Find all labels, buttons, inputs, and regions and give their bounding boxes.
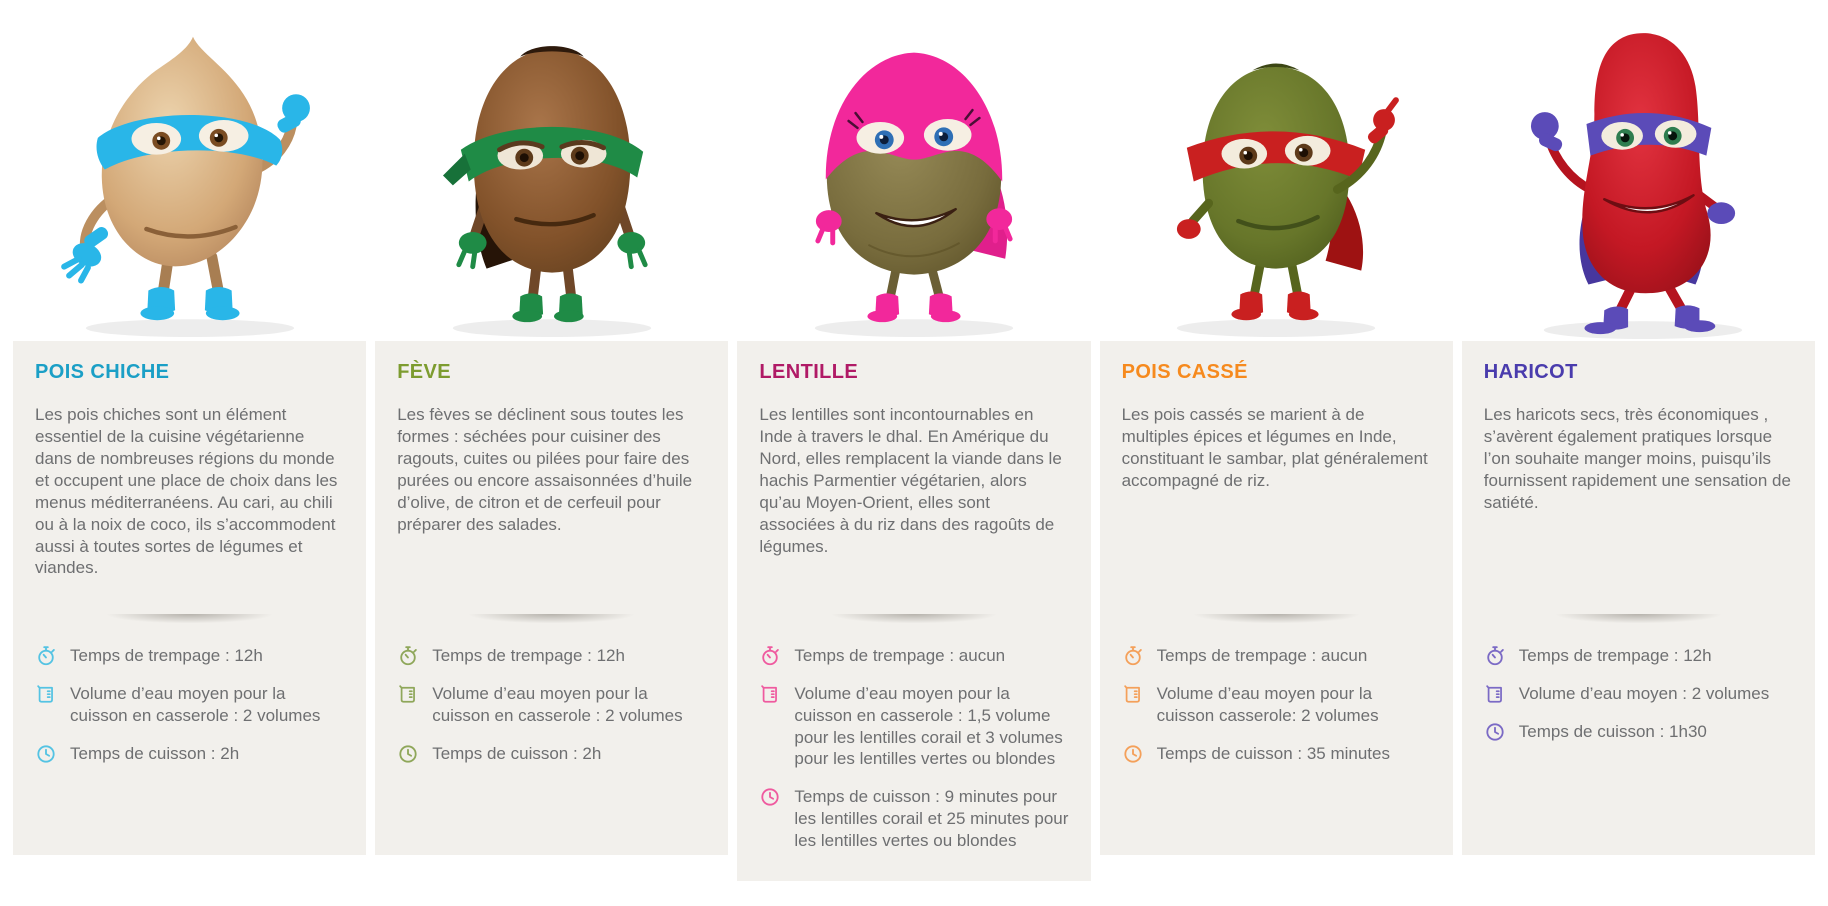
chickpea-character-figure [13, 0, 366, 341]
measuring-cup-icon [35, 683, 57, 705]
info-item-soaking-time [759, 645, 1068, 667]
feve-description: Les fèves se déclinent sous toutes les formes : séchées pour cuisiner des ragouts, cuites ou pilées pour faire des purées ou encore assaisonnées d’huile d’olive, de citron et de cerfeuil pour préparer des salades. [397, 405, 693, 534]
pois-casse-description: Les pois cassés se marient à de multiples épices et légumes en Inde, constituant le sambar, plat généralement accompagné de riz. [1121, 405, 1428, 490]
lentil-character-figure [737, 0, 1090, 341]
legume-column-haricot [1462, 0, 1815, 855]
stopwatch-icon [1484, 645, 1506, 667]
info-text: Temps de trempage : aucun [794, 646, 1006, 665]
measuring-cup-icon [397, 683, 419, 705]
divider [1165, 614, 1388, 627]
feve-card [375, 341, 728, 855]
info-text: Volume d’eau moyen : 2 volumes [1518, 684, 1770, 703]
legume-column-lentille [737, 0, 1090, 881]
info-text: Volume d’eau moyen pour la cuisson en casserole : 1,5 volume pour les lentilles corail et 3 volumes pour les lentilles vertes ou blondes [794, 684, 1063, 769]
info-item-cooking-time [759, 786, 1068, 851]
clock-icon [759, 786, 781, 808]
info-item-water-volume [1122, 683, 1431, 727]
measuring-cup-icon [1122, 683, 1144, 705]
haricot-card [1462, 341, 1815, 855]
divider [803, 614, 1026, 627]
info-item-cooking-time [1484, 721, 1793, 743]
fava-bean-character-image [402, 9, 702, 341]
info-item-cooking-time [397, 743, 706, 765]
divider [440, 614, 663, 627]
info-item-water-volume [35, 683, 344, 727]
info-item-water-volume [397, 683, 706, 727]
feve-title: FÈVE [397, 361, 452, 383]
info-text: Temps de cuisson : 1h30 [1518, 722, 1707, 741]
lentille-info-list [759, 645, 1068, 851]
stopwatch-icon [1122, 645, 1144, 667]
info-text: Temps de trempage : 12h [432, 646, 625, 665]
lentil-character-image [764, 9, 1064, 341]
lentille-title: LENTILLE [759, 361, 859, 383]
info-text: Temps de cuisson : 2h [432, 743, 602, 763]
info-text: Volume d’eau moyen pour la cuisson casserole: 2 volumes [1156, 684, 1379, 725]
split-pea-character-image [1126, 9, 1426, 341]
haricot-description: Les haricots secs, très économiques , s’avèrent également pratiques lorsque l’on souhaite manger moins, puisqu’ils fournissent rapidement une sensation de satiété. [1483, 405, 1791, 512]
kidney-bean-character-image [1488, 9, 1788, 341]
clock-icon [35, 743, 57, 765]
legume-column-pois-casse [1100, 0, 1453, 855]
info-item-cooking-time [1122, 743, 1431, 765]
info-item-soaking-time [1484, 645, 1793, 667]
info-text: Volume d’eau moyen pour la cuisson en casserole : 2 volumes [432, 684, 683, 725]
pois-chiche-info-list [35, 645, 344, 765]
kidney-bean-character-figure [1462, 0, 1815, 341]
stopwatch-icon [397, 645, 419, 667]
pois-casse-card [1100, 341, 1453, 855]
info-item-soaking-time [397, 645, 706, 667]
haricot-info-list [1484, 645, 1793, 743]
split-pea-character-figure [1100, 0, 1453, 341]
chickpea-character-image [40, 9, 340, 341]
stopwatch-icon [759, 645, 781, 667]
feve-info-list [397, 645, 706, 765]
stopwatch-icon [35, 645, 57, 667]
info-text: Temps de cuisson : 9 minutes pour les lentilles corail et 25 minutes pour les lentilles vertes ou blondes [794, 787, 1069, 850]
info-text: Volume d’eau moyen pour la cuisson en casserole : 2 volumes [70, 684, 321, 725]
clock-icon [397, 743, 419, 765]
info-text: Temps de cuisson : 2h [70, 743, 240, 763]
info-item-water-volume [1484, 683, 1793, 705]
clock-icon [1122, 743, 1144, 765]
lentille-card [737, 341, 1090, 881]
haricot-title: HARICOT [1483, 361, 1578, 383]
legume-column-feve [375, 0, 728, 855]
clock-icon [1484, 721, 1506, 743]
lentille-description: Les lentilles sont incontournables en Inde à travers le dhal. En Amérique du Nord, elles remplacent la viande dans le hachis Parmentier végétarien, alors qu’au Moyen-Orient, elles sont associées à du riz dans des ragoûts de légumes. [759, 405, 1062, 556]
measuring-cup-icon [1484, 683, 1506, 705]
pois-chiche-description: Les pois chiches sont un élément essentiel de la cuisine végétarienne dans de nombreuses régions du monde et occupent une place de choix dans les menus méditerranéens. Au cari, au chili ou à la noix de coco, ils s’accommodent aussi à toutes sortes de légumes et viandes. [35, 405, 338, 578]
fava-bean-character-figure [375, 0, 728, 341]
info-item-soaking-time [1122, 645, 1431, 667]
info-text: Temps de cuisson : 35 minutes [1156, 743, 1390, 763]
info-item-water-volume [759, 683, 1068, 770]
measuring-cup-icon [759, 683, 781, 705]
legume-column-pois-chiche [13, 0, 366, 855]
divider [1527, 614, 1750, 627]
divider [78, 614, 301, 627]
pois-chiche-title: POIS CHICHE [35, 361, 170, 383]
pois-chiche-card [13, 341, 366, 855]
pois-casse-info-list [1122, 645, 1431, 765]
info-item-cooking-time [35, 743, 344, 765]
info-text: Temps de trempage : aucun [1156, 646, 1368, 665]
info-text: Temps de trempage : 12h [1518, 646, 1712, 665]
info-item-soaking-time [35, 645, 344, 667]
pois-casse-title: POIS CASSÉ [1121, 361, 1248, 383]
info-text: Temps de trempage : 12h [70, 646, 263, 665]
